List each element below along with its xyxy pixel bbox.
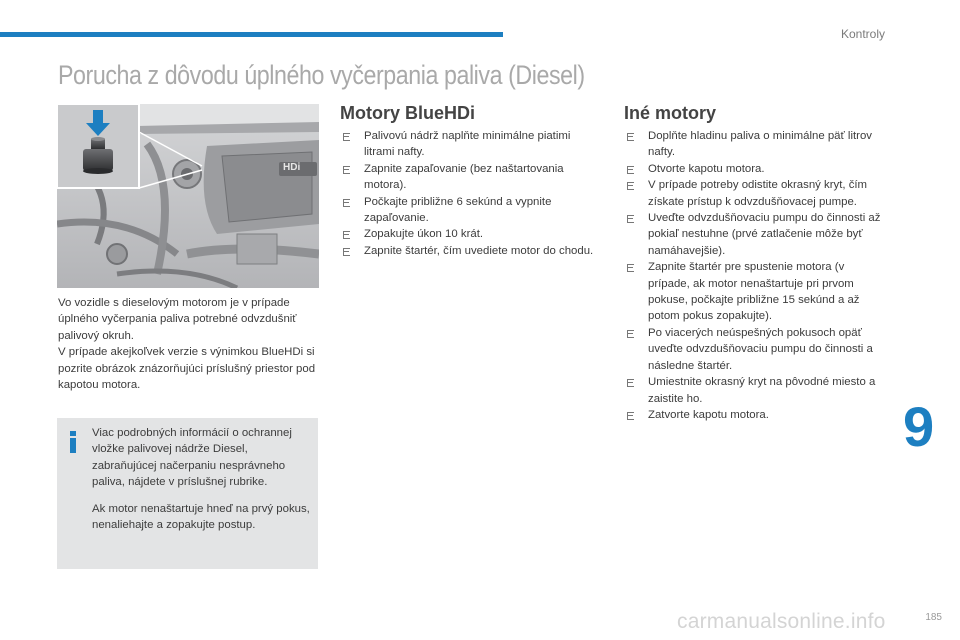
page-number: 185 (925, 612, 942, 623)
list-item-text: Otvorte kapotu motora. (648, 162, 765, 175)
list-item (342, 194, 597, 227)
list-item-text: Uveďte odvzdušňovaciu pumpu do činnosti až pokiaľ nestuhne (prvé zatlačenie môže byť namáhavejšie). (648, 212, 881, 257)
list-item (626, 161, 888, 177)
checkbox-bullet-icon (627, 330, 634, 338)
bluehdi-steps (342, 128, 597, 259)
checkbox-bullet-icon (343, 133, 350, 141)
checkbox-bullet-icon (343, 248, 350, 256)
other-engines-steps (626, 128, 888, 423)
list-item (626, 407, 888, 423)
page-title: Porucha z dôvodu úplného vyčerpania paliva (Diesel) (58, 60, 585, 90)
list-item-text: Zatvorte kapotu motora. (648, 408, 769, 421)
info-icon (69, 431, 77, 453)
list-item-text: Zapnite štartér pre spustenie motora (v prípade, ak motor nenaštartuje pri prvom pokuse, počkajte približne 15 sekúnd a až potom pokus zopakujte). (648, 261, 860, 323)
checkbox-bullet-icon (627, 264, 634, 272)
checkbox-bullet-icon (343, 166, 350, 174)
checkbox-bullet-icon (627, 215, 634, 223)
engine-bay-photo (57, 104, 319, 288)
list-item (342, 128, 597, 161)
list-item (626, 374, 888, 407)
checkbox-bullet-icon (627, 412, 634, 420)
list-item-text: Zopakujte úkon 10 krát. (364, 228, 484, 241)
list-item (626, 259, 888, 325)
checkbox-bullet-icon (627, 379, 634, 387)
list-item (626, 128, 888, 161)
list-item-text: Umiestnite okrasný kryt na pôvodné miesto a zaistite ho. (648, 376, 876, 405)
bluehdi-heading: Motory BlueHDi (340, 103, 475, 123)
engine-illustration (57, 104, 319, 288)
list-item (626, 210, 888, 259)
intro-paragraph: V prípade akejkoľvek verzie s výnimkou BlueHDi si pozrite obrázok znázorňujúci príslušný priestor pod kapotou motora. (58, 346, 316, 392)
other-engines-heading: Iné motory (624, 103, 717, 123)
list-item-text: Doplňte hladinu paliva o minimálne päť litrov nafty. (648, 130, 872, 159)
info-box (57, 418, 318, 569)
list-item-text: Po viacerých neúspešných pokusoch opäť uveďte odvzdušňovaciu pumpu do činnosti a následne štartér. (648, 326, 873, 372)
list-item (342, 226, 597, 242)
list-item (342, 161, 597, 194)
list-item-text: Počkajte približne 6 sekúnd a vypnite zapaľovanie. (364, 195, 552, 225)
section-label: Kontroly (840, 27, 885, 41)
info-paragraph: Ak motor nenaštartuje hneď na prvý pokus, nenaliehajte a zopakujte postup. (92, 502, 310, 532)
checkbox-bullet-icon (343, 231, 350, 239)
list-item-text: Zapnite zapaľovanie (bez naštartovania motora). (364, 162, 564, 192)
checkbox-bullet-icon (343, 199, 350, 207)
checkbox-bullet-icon (627, 166, 634, 174)
list-item (626, 325, 888, 374)
checkbox-bullet-icon (627, 182, 634, 190)
header-accent-bar (0, 32, 503, 37)
watermark: carmanualsonline.info (677, 610, 886, 633)
engine-badge: HDi (283, 162, 301, 173)
list-item (626, 177, 888, 210)
list-item-text: V prípade potreby odistite okrasný kryt, čím získate prístup k odvzdušňovacej pumpe. (648, 179, 868, 208)
chapter-number: 9 (903, 395, 935, 458)
list-item-text: Zapnite štartér, čím uvediete motor do chodu. (364, 244, 594, 257)
checkbox-bullet-icon (627, 133, 634, 141)
list-item (342, 243, 597, 259)
list-item-text: Palivovú nádrž naplňte minimálne piatimi litrami nafty. (364, 130, 571, 159)
intro-text (58, 295, 320, 393)
intro-paragraph: Vo vozidle s dieselovým motorom je v prípade úplného vyčerpania paliva potrebné odvzdušniť palivový okruh. (58, 297, 297, 342)
info-paragraph: Viac podrobných informácií o ochrannej vložke palivovej nádrže Diesel, zabraňujúcej načerpaniu nesprávneho paliva, nájdete v príslušnej rubrike. (92, 427, 292, 489)
info-text (92, 425, 314, 543)
